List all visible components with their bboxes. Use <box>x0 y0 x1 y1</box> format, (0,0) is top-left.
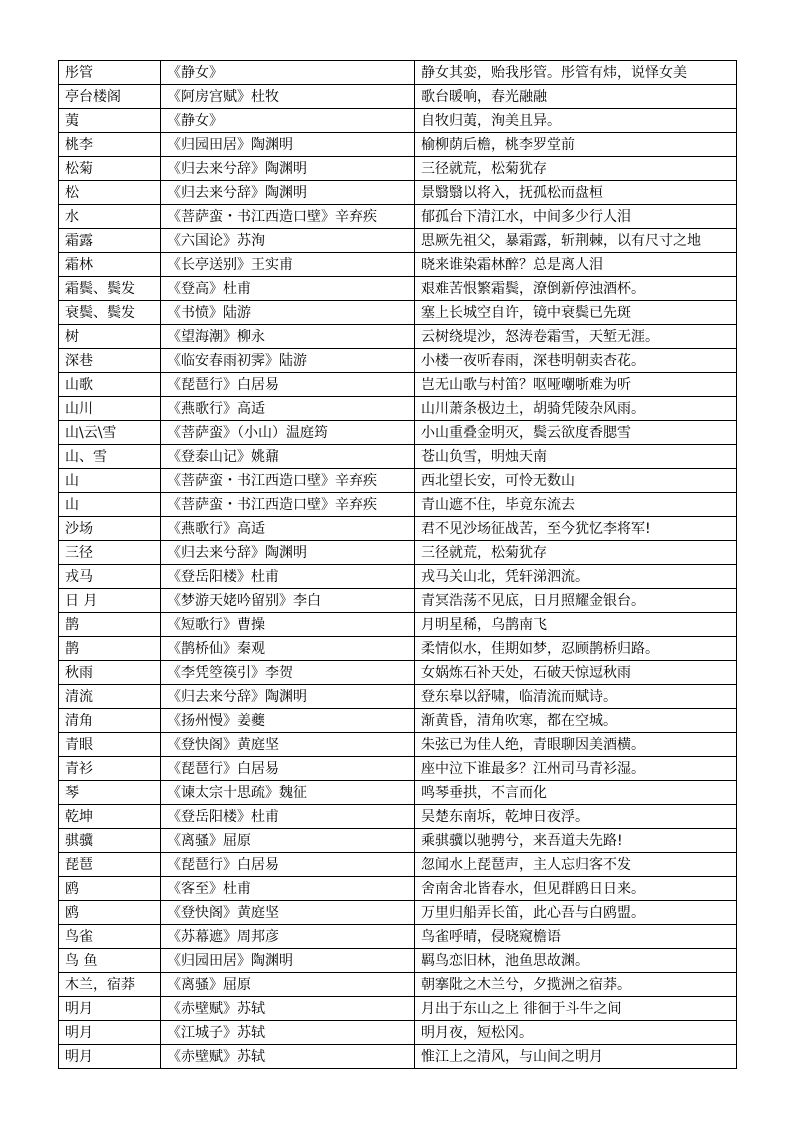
table-row <box>59 1021 737 1045</box>
table-row <box>59 349 737 373</box>
table-row <box>59 253 737 277</box>
table-row <box>59 277 737 301</box>
imagery-cell: 日 月 <box>59 589 161 613</box>
imagery-cell: 明月 <box>59 1045 161 1069</box>
verse-cell: 女娲炼石补天处，石破天惊逗秋雨 <box>415 661 737 685</box>
verse-cell: 思厥先祖父，暴霜露，斩荆棘，以有尺寸之地 <box>415 229 737 253</box>
source-cell: 《阿房宫赋》杜牧 <box>161 85 415 109</box>
table-row <box>59 1045 737 1069</box>
verse-cell: 羁鸟恋旧林，池鱼思故渊。 <box>415 949 737 973</box>
verse-cell: 君不见沙场征战苦，至今犹忆李将军! <box>415 517 737 541</box>
table-row <box>59 589 737 613</box>
imagery-cell: 青衫 <box>59 757 161 781</box>
source-cell: 《琵琶行》白居易 <box>161 757 415 781</box>
verse-cell: 景翳翳以将入，抚孤松而盘桓 <box>415 181 737 205</box>
source-cell: 《书愤》陆游 <box>161 301 415 325</box>
imagery-cell: 戎马 <box>59 565 161 589</box>
imagery-cell: 琴 <box>59 781 161 805</box>
verse-cell: 榆柳荫后檐，桃李罗堂前 <box>415 133 737 157</box>
imagery-cell: 桃李 <box>59 133 161 157</box>
verse-cell: 西北望长安，可怜无数山 <box>415 469 737 493</box>
source-cell: 《离骚》屈原 <box>161 973 415 997</box>
table-row <box>59 805 737 829</box>
source-cell: 《菩萨蛮》（小山）温庭筠 <box>161 421 415 445</box>
source-cell: 《赤壁赋》苏轼 <box>161 997 415 1021</box>
verse-cell: 座中泣下谁最多？江州司马青衫湿。 <box>415 757 737 781</box>
source-cell: 《临安春雨初霁》陆游 <box>161 349 415 373</box>
verse-cell: 艰难苦恨繁霜鬓，潦倒新停浊酒杯。 <box>415 277 737 301</box>
table-row <box>59 685 737 709</box>
imagery-cell: 彤管 <box>59 61 161 85</box>
source-cell: 《登岳阳楼》杜甫 <box>161 805 415 829</box>
source-cell: 《静女》 <box>161 61 415 85</box>
imagery-cell: 霜露 <box>59 229 161 253</box>
verse-cell: 鸟雀呼晴，侵晓窥檐语 <box>415 925 737 949</box>
verse-cell: 月明星稀，乌鹊南飞 <box>415 613 737 637</box>
table-row <box>59 661 737 685</box>
source-cell: 《江城子》苏轼 <box>161 1021 415 1045</box>
source-cell: 《归去来兮辞》陶渊明 <box>161 685 415 709</box>
source-cell: 《琵琶行》白居易 <box>161 373 415 397</box>
verse-cell: 静女其娈，贻我彤管。彤管有炜，说怿女美 <box>415 61 737 85</box>
source-cell: 《梦游天姥吟留别》李白 <box>161 589 415 613</box>
source-cell: 《静女》 <box>161 109 415 133</box>
verse-cell: 苍山负雪，明烛天南 <box>415 445 737 469</box>
table-row <box>59 949 737 973</box>
poetry-imagery-table <box>58 60 737 1069</box>
verse-cell: 岂无山歌与村笛？呕哑嘲哳难为听 <box>415 373 737 397</box>
source-cell: 《燕歌行》高适 <box>161 517 415 541</box>
table-row <box>59 877 737 901</box>
imagery-cell: 松 <box>59 181 161 205</box>
verse-cell: 青冥浩荡不见底，日月照耀金银台。 <box>415 589 737 613</box>
table-row <box>59 973 737 997</box>
verse-cell: 小山重叠金明灭，鬓云欲度香腮雪 <box>415 421 737 445</box>
verse-cell: 万里归船弄长笛，此心吾与白鸥盟。 <box>415 901 737 925</box>
source-cell: 《赤壁赋》苏轼 <box>161 1045 415 1069</box>
verse-cell: 登东皋以舒啸，临清流而赋诗。 <box>415 685 737 709</box>
verse-cell: 郁孤台下清江水，中间多少行人泪 <box>415 205 737 229</box>
source-cell: 《鹊桥仙》秦观 <box>161 637 415 661</box>
imagery-cell: 明月 <box>59 997 161 1021</box>
table-row <box>59 637 737 661</box>
source-cell: 《燕歌行》高适 <box>161 397 415 421</box>
imagery-cell: 水 <box>59 205 161 229</box>
verse-cell: 小楼一夜听春雨，深巷明朝卖杏花。 <box>415 349 737 373</box>
table-row <box>59 781 737 805</box>
table-row <box>59 301 737 325</box>
table-row <box>59 829 737 853</box>
source-cell: 《琵琶行》白居易 <box>161 853 415 877</box>
table-row <box>59 853 737 877</box>
table-row <box>59 733 737 757</box>
imagery-cell: 鸥 <box>59 901 161 925</box>
table-row <box>59 541 737 565</box>
source-cell: 《菩萨蛮・书江西造口壁》辛弃疾 <box>161 469 415 493</box>
imagery-cell: 山\云\雪 <box>59 421 161 445</box>
verse-cell: 吴楚东南坼，乾坤日夜浮。 <box>415 805 737 829</box>
verse-cell: 明月夜，短松冈。 <box>415 1021 737 1045</box>
imagery-cell: 山 <box>59 469 161 493</box>
document-page <box>58 60 736 1069</box>
verse-cell: 三径就荒，松菊犹存 <box>415 157 737 181</box>
source-cell: 《望海潮》柳永 <box>161 325 415 349</box>
table-row <box>59 109 737 133</box>
verse-cell: 自牧归荑，洵美且异。 <box>415 109 737 133</box>
source-cell: 《归去来兮辞》陶渊明 <box>161 157 415 181</box>
table-row <box>59 469 737 493</box>
imagery-cell: 树 <box>59 325 161 349</box>
source-cell: 《登泰山记》姚鼐 <box>161 445 415 469</box>
imagery-cell: 明月 <box>59 1021 161 1045</box>
source-cell: 《李凭箜篌引》李贺 <box>161 661 415 685</box>
source-cell: 《归去来兮辞》陶渊明 <box>161 541 415 565</box>
imagery-cell: 霜鬓、鬓发 <box>59 277 161 301</box>
table-row <box>59 85 737 109</box>
imagery-cell: 鸥 <box>59 877 161 901</box>
source-cell: 《长亭送别》王实甫 <box>161 253 415 277</box>
imagery-cell: 清角 <box>59 709 161 733</box>
verse-cell: 月出于东山之上 徘徊于斗牛之间 <box>415 997 737 1021</box>
imagery-cell: 骐骥 <box>59 829 161 853</box>
imagery-cell: 乾坤 <box>59 805 161 829</box>
imagery-cell: 木兰，宿莽 <box>59 973 161 997</box>
imagery-cell: 三径 <box>59 541 161 565</box>
verse-cell: 歌台暖响，春光融融 <box>415 85 737 109</box>
table-row <box>59 493 737 517</box>
verse-cell: 鸣琴垂拱，不言而化 <box>415 781 737 805</box>
imagery-cell: 松菊 <box>59 157 161 181</box>
table-row <box>59 709 737 733</box>
verse-cell: 惟江上之清风，与山间之明月 <box>415 1045 737 1069</box>
table-row <box>59 517 737 541</box>
table-row <box>59 613 737 637</box>
table-row <box>59 133 737 157</box>
imagery-cell: 山、雪 <box>59 445 161 469</box>
table-row <box>59 61 737 85</box>
source-cell: 《归园田居》陶渊明 <box>161 949 415 973</box>
verse-cell: 朱弦已为佳人绝，青眼聊因美酒横。 <box>415 733 737 757</box>
verse-cell: 云树绕堤沙，怒涛卷霜雪，天堑无涯。 <box>415 325 737 349</box>
imagery-cell: 山川 <box>59 397 161 421</box>
imagery-cell: 青眼 <box>59 733 161 757</box>
source-cell: 《登快阁》黄庭坚 <box>161 733 415 757</box>
table-row <box>59 397 737 421</box>
source-cell: 《归去来兮辞》陶渊明 <box>161 181 415 205</box>
source-cell: 《登岳阳楼》杜甫 <box>161 565 415 589</box>
verse-cell: 戎马关山北，凭轩涕泗流。 <box>415 565 737 589</box>
imagery-cell: 深巷 <box>59 349 161 373</box>
imagery-cell: 琵琶 <box>59 853 161 877</box>
imagery-cell: 鸟 鱼 <box>59 949 161 973</box>
verse-cell: 青山遮不住，毕竟东流去 <box>415 493 737 517</box>
imagery-cell: 鹊 <box>59 637 161 661</box>
table-row <box>59 325 737 349</box>
source-cell: 《短歌行》曹操 <box>161 613 415 637</box>
table-row <box>59 205 737 229</box>
table-row <box>59 757 737 781</box>
verse-cell: 晓来谁染霜林醉？总是离人泪 <box>415 253 737 277</box>
source-cell: 《苏幕遮》周邦彦 <box>161 925 415 949</box>
verse-cell: 乘骐骥以驰骋兮，来吾道夫先路! <box>415 829 737 853</box>
table-row <box>59 565 737 589</box>
imagery-cell: 霜林 <box>59 253 161 277</box>
table-row <box>59 181 737 205</box>
imagery-cell: 秋雨 <box>59 661 161 685</box>
verse-cell: 渐黄昏，清角吹寒，都在空城。 <box>415 709 737 733</box>
table-row <box>59 229 737 253</box>
table-row <box>59 373 737 397</box>
verse-cell: 三径就荒，松菊犹存 <box>415 541 737 565</box>
imagery-cell: 清流 <box>59 685 161 709</box>
source-cell: 《离骚》屈原 <box>161 829 415 853</box>
verse-cell: 塞上长城空自许，镜中衰鬓已先斑 <box>415 301 737 325</box>
source-cell: 《归园田居》陶渊明 <box>161 133 415 157</box>
source-cell: 《谏太宗十思疏》魏征 <box>161 781 415 805</box>
table-row <box>59 421 737 445</box>
source-cell: 《扬州慢》姜夔 <box>161 709 415 733</box>
imagery-cell: 鹊 <box>59 613 161 637</box>
imagery-cell: 山歌 <box>59 373 161 397</box>
source-cell: 《菩萨蛮・书江西造口壁》辛弃疾 <box>161 493 415 517</box>
imagery-cell: 鸟雀 <box>59 925 161 949</box>
verse-cell: 舍南舍北皆春水，但见群鸥日日来。 <box>415 877 737 901</box>
imagery-cell: 山 <box>59 493 161 517</box>
source-cell: 《客至》杜甫 <box>161 877 415 901</box>
imagery-cell: 荑 <box>59 109 161 133</box>
verse-cell: 山川萧条极边土，胡骑凭陵杂风雨。 <box>415 397 737 421</box>
table-body <box>59 61 737 1069</box>
verse-cell: 朝搴阰之木兰兮，夕揽洲之宿莽。 <box>415 973 737 997</box>
table-row <box>59 997 737 1021</box>
verse-cell: 忽闻水上琵琶声，主人忘归客不发 <box>415 853 737 877</box>
table-row <box>59 445 737 469</box>
table-row <box>59 901 737 925</box>
table-row <box>59 925 737 949</box>
imagery-cell: 沙场 <box>59 517 161 541</box>
source-cell: 《登高》杜甫 <box>161 277 415 301</box>
source-cell: 《六国论》苏洵 <box>161 229 415 253</box>
verse-cell: 柔情似水，佳期如梦，忍顾鹊桥归路。 <box>415 637 737 661</box>
source-cell: 《登快阁》黄庭坚 <box>161 901 415 925</box>
imagery-cell: 衰鬓、鬓发 <box>59 301 161 325</box>
imagery-cell: 亭台楼阁 <box>59 85 161 109</box>
source-cell: 《菩萨蛮・书江西造口壁》辛弃疾 <box>161 205 415 229</box>
table-row <box>59 157 737 181</box>
